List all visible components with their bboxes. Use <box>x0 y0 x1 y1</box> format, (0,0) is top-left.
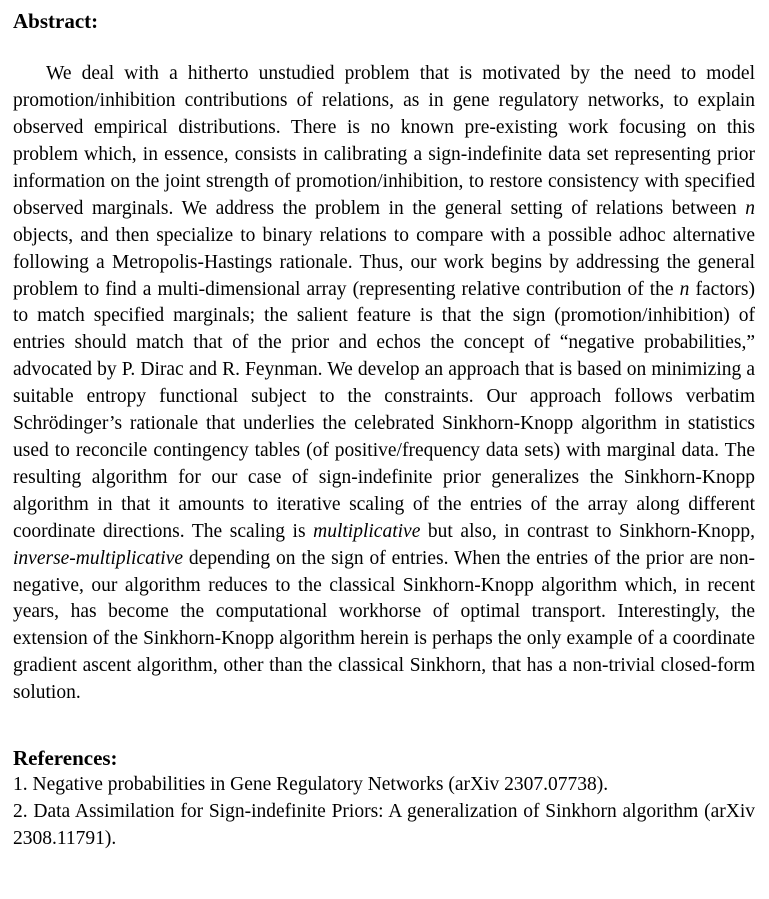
abstract-paragraph: We deal with a hitherto unstudied problem that is motivated by the need to model promotion/inhibition contributions of relations, as in gene regulatory networks, to explain observed empirical distributions. There is no known pre-existing work focusing on this problem which, in essence, consists in calibrating a sign-indefinite data set representing prior information on the joint strength of promotion/inhibition, to restore consistency with specified observed marginals. We address the problem in the general setting of relations between n objects, and then specialize to binary relations to compare with a possible adhoc alternative following a Metropolis-Hastings rationale. Thus, our work begins by addressing the general problem to find a multi-dimensional array (representing relative contribution of the n factors) to match specified marginals; the salient feature is that the sign (promotion/inhibition) of entries should match that of the prior and echos the concept of “negative probabilities,” advocated by P. Dirac and R. Feynman. We develop an approach that is based on minimizing a suitable entropy functional subject to the constraints. Our approach follows verbatim Schrödinger’s rationale that underlies the celebrated Sinkhorn-Knopp algorithm in statistics used to reconcile contingency tables (of positive/frequency data sets) with marginal data. The resulting algorithm for our case of sign-indefinite prior generalizes the Sinkhorn-Knopp algorithm in that it amounts to iterative scaling of the entries of the array along different coordinate directions. The scaling is multiplicative but also, in contrast to Sinkhorn-Knopp, inverse-multiplicative depending on the sign of entries. When the entries of the prior are non-negative, our algorithm reduces to the classical Sinkhorn-Knopp algorithm which, in recent years, has become the computational workhorse of optimal transport. Interestingly, the extension of the Sinkhorn-Knopp algorithm herein is perhaps the only example of a coordinate gradient ascent algorithm, other than the classical Sinkhorn, that has a non-trivial closed-form solution. <box>13 63 755 704</box>
references-heading: References: <box>13 746 118 771</box>
reference-item: 1. Negative probabilities in Gene Regulatory Networks (arXiv 2307.07738). <box>13 774 609 796</box>
abstract-heading: Abstract: <box>13 9 99 33</box>
reference-item: 2. Data Assimilation for Sign-indefinite Priors: A generalization of Sinkhorn algorithm (arXiv 2308.11791). <box>13 801 755 850</box>
